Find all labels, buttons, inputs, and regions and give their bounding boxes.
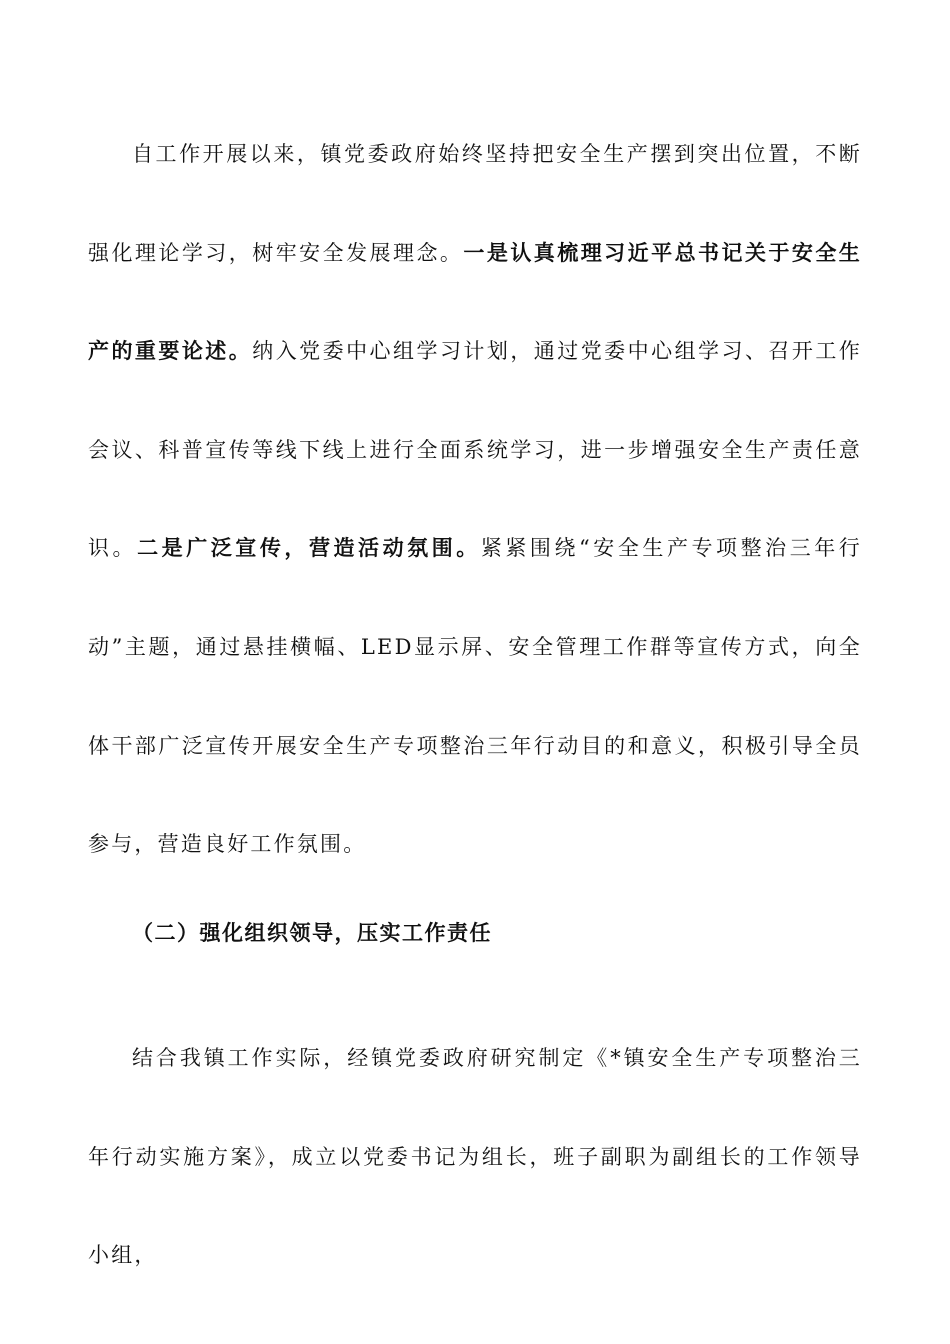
body-paragraph-study [88,105,862,894]
paragraph-text: 自工作开展以来，镇党委政府始终坚持把安全生产摆到突出位置，不断强化理论学习，树牢安全发展理念。 [88,142,862,265]
section-heading: （二）强化组织领导，压实工作责任 [132,920,492,945]
bold-point-one: 一是认真梳理习近平总书记关于安全生产的重要论述。 [88,239,862,364]
paragraph-text: 纳入党委中心组学习计划，通过党委中心组学习、召开工作会议、科普宣传等线下线上进行全面系统学习，进一步增强安全生产责任意识。 [88,339,863,561]
paragraph-text: 紧紧围绕“安全生产专项整治三年行动”主题，通过悬挂横幅、LED显示屏、安全管理工作群等宣传方式，向全体干部广泛宣传开展安全生产专项整治三年行动目的和意义，积极引导全员参与，营造良好工作氛围。 [88,536,862,857]
body-paragraph-organization [88,1009,862,1305]
bold-point-two: 二是广泛宣传，营造活动氛围。 [137,535,481,561]
paragraph-text: 结合我镇工作实际，经镇党委政府研究制定《*镇安全生产专项整治三年行动实施方案》，成立以党委书记为组长，班子副职为副组长的工作领导小组， [88,1046,862,1268]
